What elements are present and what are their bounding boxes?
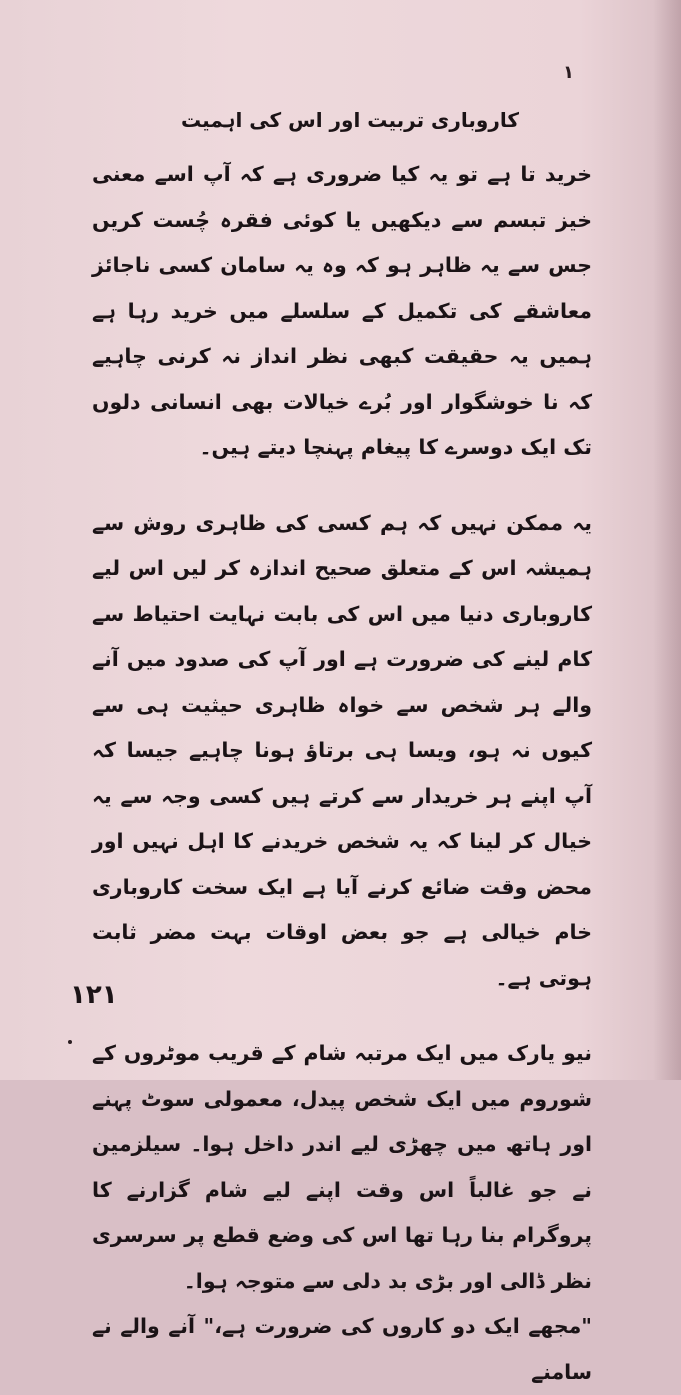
page-number: ۱۲۱ xyxy=(70,980,118,1010)
section-title: کاروباری تربیت اور اس کی اہمیت xyxy=(181,108,519,132)
paragraph: خرید تا ہے تو یہ کیا ضروری ہے کہ آپ اسے معنی خیز تبسم سے دیکھیں یا کوئی فقرہ چُست کریں جس سے یہ ظاہر ہو کہ وہ یہ سامان کسی ناجائز معاشقے کی تکمیل کے سلسلے میں خرید رہا ہے ہمیں یہ حقیقت کبھی نظر انداز نہ کرنی چاہیے کہ نا خوشگوار اور بُرے خیالات بھی انسانی دلوں تک ایک دوسرے کا پیغام پہنچا دیتے ہیں۔ xyxy=(92,162,592,459)
paragraph: "مجھے ایک دو کاروں کی ضرورت ہے،" آنے والے نے سامنے xyxy=(92,1314,592,1384)
binding-shadow xyxy=(653,0,681,1080)
margin-dot xyxy=(68,1040,72,1044)
paragraph: یہ ممکن نہیں کہ ہم کسی کی ظاہری روش سے ہمیشہ اس کے متعلق صحیح اندازہ کر لیں اس لیے کاروباری دنیا میں اس کی بابت نہایت احتیاط سے کام لینے کی ضرورت ہے اور آپ کی صدود میں آنے والے ہر شخص سے خواہ ظاہری حیثیت ہی سے کیوں نہ ہو، ویسا ہی برتاؤ ہونا چاہیے جیسا کہ آپ اپنے ہر خریدار سے کرتے ہیں کسی وجہ سے یہ خیال کر لینا کہ یہ شخص خریدنے کا اہل نہیں اور محض وقت ضائع کرنے آیا ہے ایک سخت کاروباری خام خیالی ہے جو بعض اوقات بہت مضر ثابت ہوتی ہے۔ xyxy=(92,510,592,990)
body-text xyxy=(92,152,592,1395)
paragraph: نیو یارک میں ایک مرتبہ شام کے قریب موٹروں کے شوروم میں ایک شخص پیدل، معمولی سوٹ پہنے اور ہاتھ میں چھڑی لیے اندر داخل ہوا۔ سیلزمین نے جو غالباً اس وقت اپنے لیے شام گزارنے کا پروگرام بنا رہا تھا اس کی وضع قطع پر سرسری نظر ڈالی اور بڑی بد دلی سے متوجہ ہوا۔ xyxy=(92,1041,592,1293)
corner-mark: ۱ xyxy=(563,62,574,83)
